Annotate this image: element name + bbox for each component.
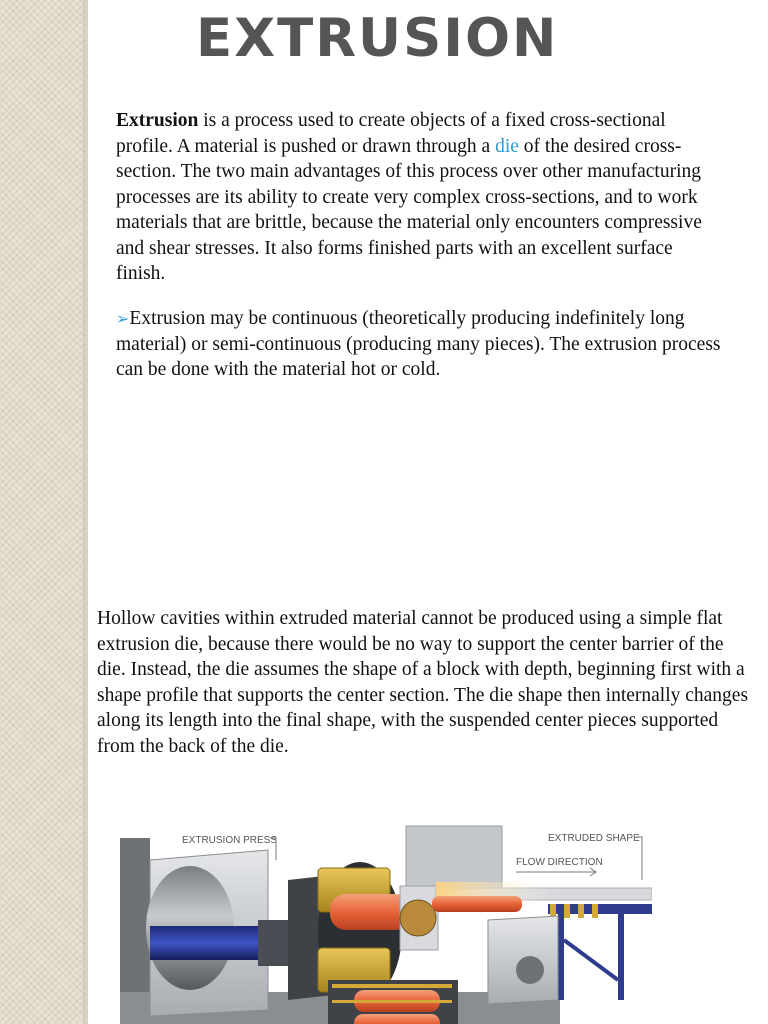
runout-table-brace	[564, 940, 618, 980]
intro-paragraph	[116, 108, 726, 287]
intro-text-before-link: is a process used to create objects of a fixed cross-sectional profile. A material is pushed or drawn through a	[116, 110, 666, 157]
bullet-paragraph	[116, 306, 726, 383]
side-divider	[83, 0, 88, 1024]
page-title: EXTRUSION	[196, 8, 559, 69]
intro-term: Extrusion	[116, 110, 199, 131]
die-disc	[400, 900, 436, 936]
flow-direction-arrow-icon	[516, 868, 596, 876]
ram-head	[258, 920, 292, 966]
runout-table-leg-right	[618, 914, 624, 1000]
extrusion-press-figure	[118, 820, 652, 1024]
extrusion-press-illustration	[118, 820, 652, 1024]
die-link[interactable]: die	[495, 135, 519, 157]
runout-table-rail	[548, 904, 652, 914]
intro-text-after-link: of the desired cross-section. The two main advantages of this process over other manufacturing processes are its ability to create very complex cross-sections, and to work materials that are brittle, because the material only encounters compressive and shear stresses. It also forms finished parts with an excellent surface finish.	[116, 135, 702, 284]
hollow-cavities-paragraph: Hollow cavities within extruded material cannot be produced using a simple flat extrusion die, because there would be no way to support the center barrier of the die. Instead, the die assumes the shape of a block with depth, beginning first with a shape profile that supports the center section. The die shape then internally changes along its length into the final shape, with the suspended center pieces supported from the back of the die.	[97, 608, 749, 757]
exiting-material	[432, 896, 522, 912]
arrow-bullet-icon: ➢	[116, 309, 130, 328]
loader-fan	[516, 956, 544, 984]
runout-table-leg-left	[558, 914, 564, 1000]
ram-rod	[150, 926, 270, 960]
label-flow-direction: FLOW DIRECTION	[516, 857, 603, 868]
label-extruded-shape: EXTRUDED SHAPE	[548, 833, 640, 844]
bullet-text: Extrusion may be continuous (theoretically producing indefinitely long material) or semi-continuous (producing many pieces). The extrusion process can be done with the material hot or cold.	[116, 308, 721, 380]
label-extrusion-press: EXTRUSION PRESS	[182, 835, 278, 846]
decorative-side-strip	[0, 0, 83, 1024]
waiting-billet-2	[354, 1014, 440, 1024]
